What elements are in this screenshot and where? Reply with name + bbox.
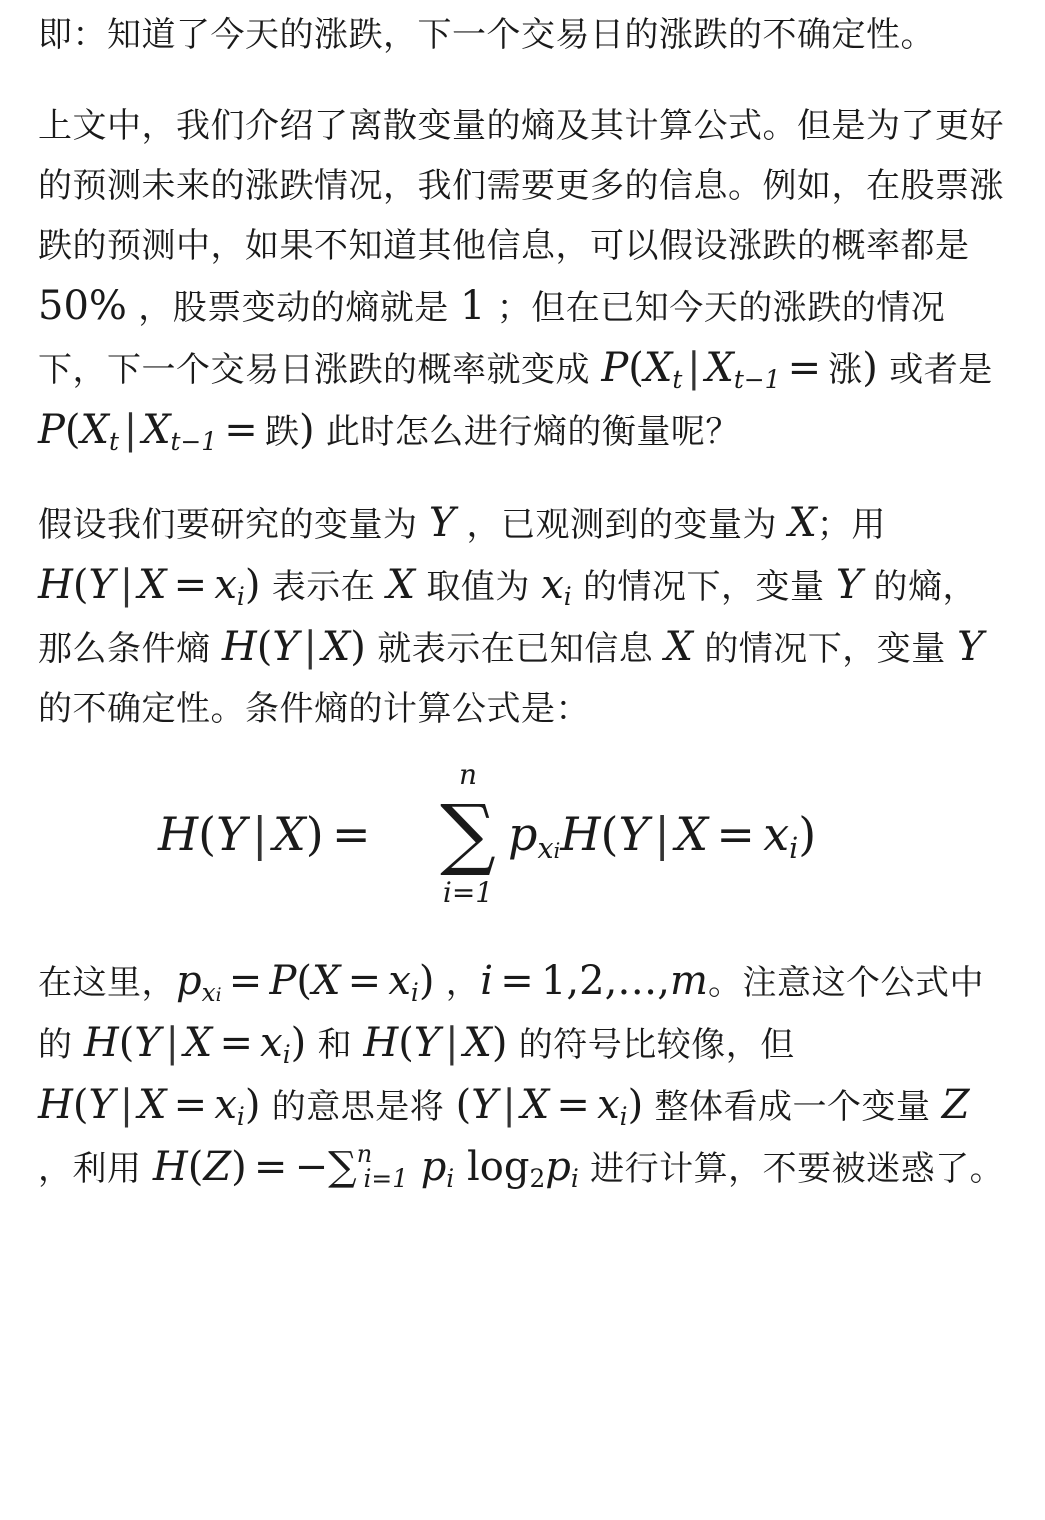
formula-lhs: H(Y | X) = (158, 807, 371, 861)
text: 的情况下，变量 (704, 629, 946, 669)
text: 就表示在已知信息 (377, 629, 654, 669)
sum-lower-limit: i=1 (442, 876, 494, 909)
math-m: m (670, 958, 708, 1004)
text: 的不确定性。条件熵的计算公式是： (38, 689, 590, 729)
text: ，已观测到的变量为 (466, 505, 778, 545)
math-Y-given-X-eq-xi: (Y | $X = x_i$) (455, 1082, 644, 1131)
text: 在这里， (38, 963, 176, 1003)
math-H-Y-given-X: H(Y | X) (221, 624, 366, 670)
math-one: 1 (460, 283, 486, 329)
math-prob-rise: $P(X_t$ | $X_{t-1}$ = 涨) (601, 345, 878, 394)
math-index-range: i = 1,2,…,m (480, 958, 708, 1004)
paragraph-explanation (38, 951, 1008, 1199)
log-text: log (466, 1144, 530, 1190)
paragraph-conditional-entropy (38, 493, 1008, 739)
math-prob-fall: $P(X_t$ | $X_{t-1}$ = 跌) (38, 407, 315, 456)
text: ，股票变动的熵就是 (138, 288, 449, 328)
math-Y: Y (957, 624, 984, 670)
math-xi: $x_i$ (541, 562, 572, 611)
text: 进行计算，不要被迷惑了。 (590, 1149, 1005, 1189)
text: 或者是 (889, 350, 993, 390)
text: 表示在 (271, 567, 376, 607)
text: 的情况下，变量 (583, 567, 825, 607)
text: 的意思是将 (271, 1087, 445, 1127)
fall-char: 跌 (264, 412, 299, 452)
sum-upper-limit: n (458, 758, 478, 791)
math-Y: Y (835, 562, 863, 608)
paragraph-uncertainty (38, 0, 1008, 65)
text: 假设我们要研究的变量为 (38, 505, 418, 545)
paragraph-entropy-intro (38, 96, 1008, 462)
text: 此时怎么进行熵的衡量呢？ (325, 412, 740, 452)
text: 即：知道了今天的涨跌，下一个交易日的涨跌的不确定性。 (38, 15, 935, 55)
text: 的符号比较像，但 (518, 1025, 795, 1065)
text: 和 (317, 1025, 353, 1065)
math-X: X (788, 500, 817, 546)
text: ；但在已知今天的涨跌的情况下，下一个交易日涨跌的概率就变成 (38, 288, 946, 390)
math-H-Y-given-X: H(Y | X) (363, 1020, 508, 1066)
summation (428, 759, 508, 909)
math-fifty-percent: 50% (38, 283, 127, 329)
sum-sign: ∑ (440, 789, 496, 879)
math-X: X (386, 562, 416, 608)
conditional-entropy-formula (38, 759, 1008, 929)
sequence: 1,2,…, (540, 958, 671, 1004)
text: 取值为 (426, 567, 530, 607)
text: 上文中，我们介绍了离散变量的熵及其计算公式。但是为了更好的预测未来的涨跌情况，我们需要更多的信息。例如，在股票涨跌的预测中，如果不知道其他信息，可以假设涨跌的概率都是 (38, 106, 1004, 266)
text: ；用 (816, 505, 886, 545)
math-H-Y-given-X-eq-xi: H(Y | $X = x_i$) (38, 1082, 261, 1131)
math-Y: Y (428, 500, 456, 546)
text: 整体看成一个变量 (654, 1087, 931, 1127)
math-pxi-def: $p_{xi} = P(X = x_i)$ (176, 958, 435, 1007)
text: ，利用 (38, 1149, 142, 1189)
math-H-Y-given-X-eq-xi: H(Y | $X = x_i$) (38, 562, 261, 611)
math-X: X (664, 624, 693, 670)
formula-rhs: $p_{xi}H(Y$ | $X = x_i$) (508, 807, 817, 865)
math-Z: Z (941, 1082, 970, 1128)
log-base: 2 (529, 1163, 546, 1193)
math-entropy-Z: H(Z) = −∑$^n_{i=1}$ $p_i$ $\log_2p_i$ (152, 1140, 579, 1193)
text: ， (445, 963, 481, 1003)
text: 的熵，那么条件熵 (38, 567, 978, 669)
text: 。注意这个公式中的 (38, 963, 984, 1065)
rise-char: 涨 (828, 350, 863, 390)
math-H-Y-given-X-eq-xi: H(Y | $X = x_i$) (83, 1020, 307, 1069)
